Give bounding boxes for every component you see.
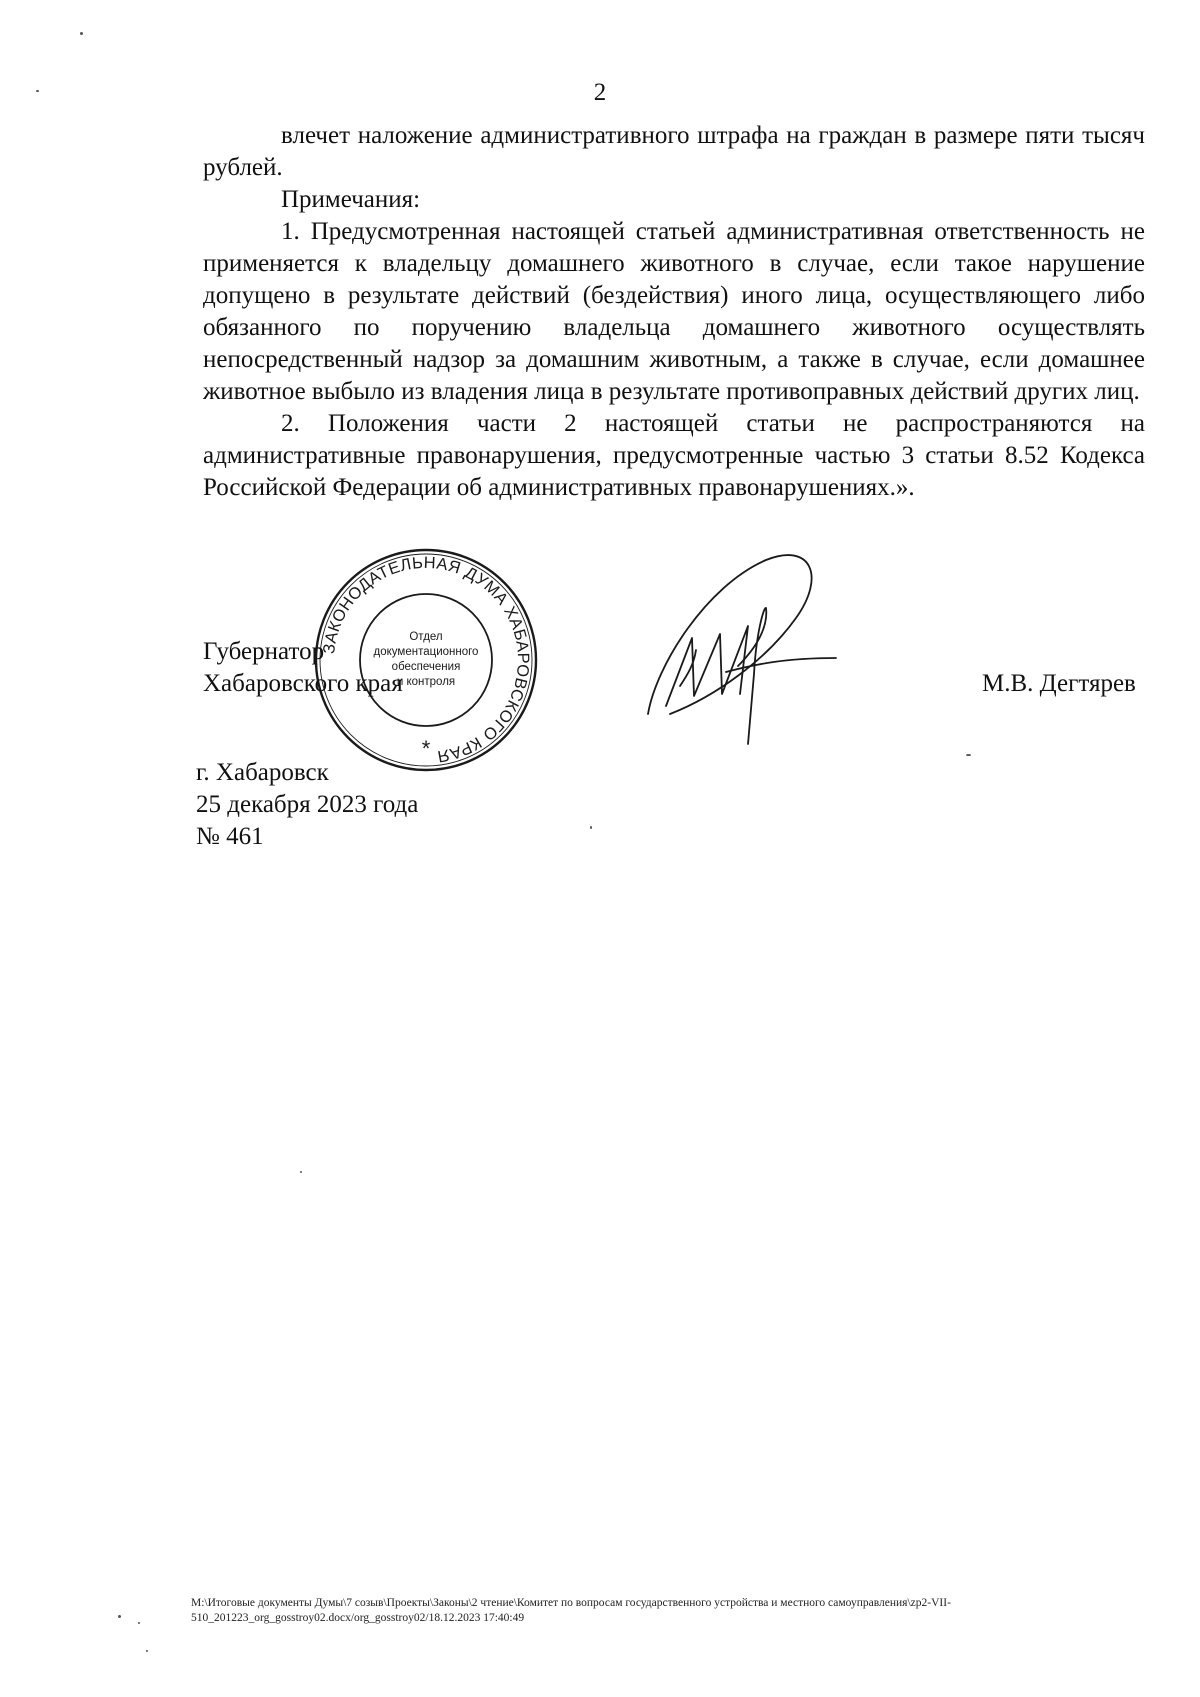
stamp-inner-line-2: документационного xyxy=(373,646,479,658)
paragraph-notes-heading: Примечания: xyxy=(281,186,421,213)
scan-speck xyxy=(146,1650,148,1652)
paragraph-note-1: 1. Предусмотренная настоящей статьей административная ответственность не применяется к владельцу домашнего животного в случае, если такое нарушение допущено в результате действий (бездействия) иного лица, осуществляющего либо обязанного по поручению владельца домашнего животного осуществлять непосредственный надзор за домашним животным, а также в случае, если домашнее животное выбыло из владения лица в результате противоправных действий других лиц. xyxy=(203,218,1145,405)
signer-position-line-1: Губернатор xyxy=(203,638,325,665)
scan-speck xyxy=(966,754,971,756)
signer-position-line-2: Хабаровского края xyxy=(203,670,403,697)
footer-file-path xyxy=(191,1596,1151,1626)
scan-speck xyxy=(36,90,39,92)
date-label: 25 декабря 2023 года xyxy=(196,791,419,818)
place-date-block xyxy=(196,757,418,853)
scan-speck xyxy=(118,1615,121,1618)
stamp-inner-line-3: обеспечения xyxy=(391,661,461,673)
signer-name: М.В. Дегтярев xyxy=(982,670,1136,697)
handwritten-signature xyxy=(636,546,846,756)
page-number: 2 xyxy=(593,79,607,106)
footer-path-line-2: 510_201223_org_gosstroy02.docx/org_gosstroy02/18.12.2023 17:40:49 xyxy=(191,1612,525,1624)
document-body xyxy=(203,120,1145,504)
stamp-outer-text: ЗАКОНОДАТЕЛЬНАЯ ДУМА ХАБАРОВСКОГО КРАЯ xyxy=(320,553,533,766)
stamp-inner-line-4: и контроля xyxy=(396,676,456,688)
paragraph-note-2: 2. Положения части 2 настоящей статьи не распространяются на административные правонарушения, предусмотренные частью 3 статьи 8.52 Кодекса Российской Федерации об административных правонарушениях.». xyxy=(203,410,1145,501)
footer-path-line-1: M:\Итоговые документы Думы\7 созыв\Проекты\Законы\2 чтение\Комитет по вопросам государственного устройства и местного самоуправления\zp2-VII- xyxy=(191,1597,951,1609)
scan-speck xyxy=(138,1622,140,1624)
scan-speck xyxy=(300,1171,302,1173)
stamp-inner-line-1: Отдел xyxy=(409,631,443,643)
city-label: г. Хабаровск xyxy=(196,759,329,786)
scan-speck xyxy=(80,32,83,35)
scan-speck xyxy=(590,826,592,829)
signature-block xyxy=(203,636,403,700)
paragraph-penalty: влечет наложение административного штрафа на граждан в размере пяти тысяч рублей. xyxy=(203,122,1145,181)
document-number: № 461 xyxy=(196,823,264,850)
stamp-star: * xyxy=(421,736,431,761)
